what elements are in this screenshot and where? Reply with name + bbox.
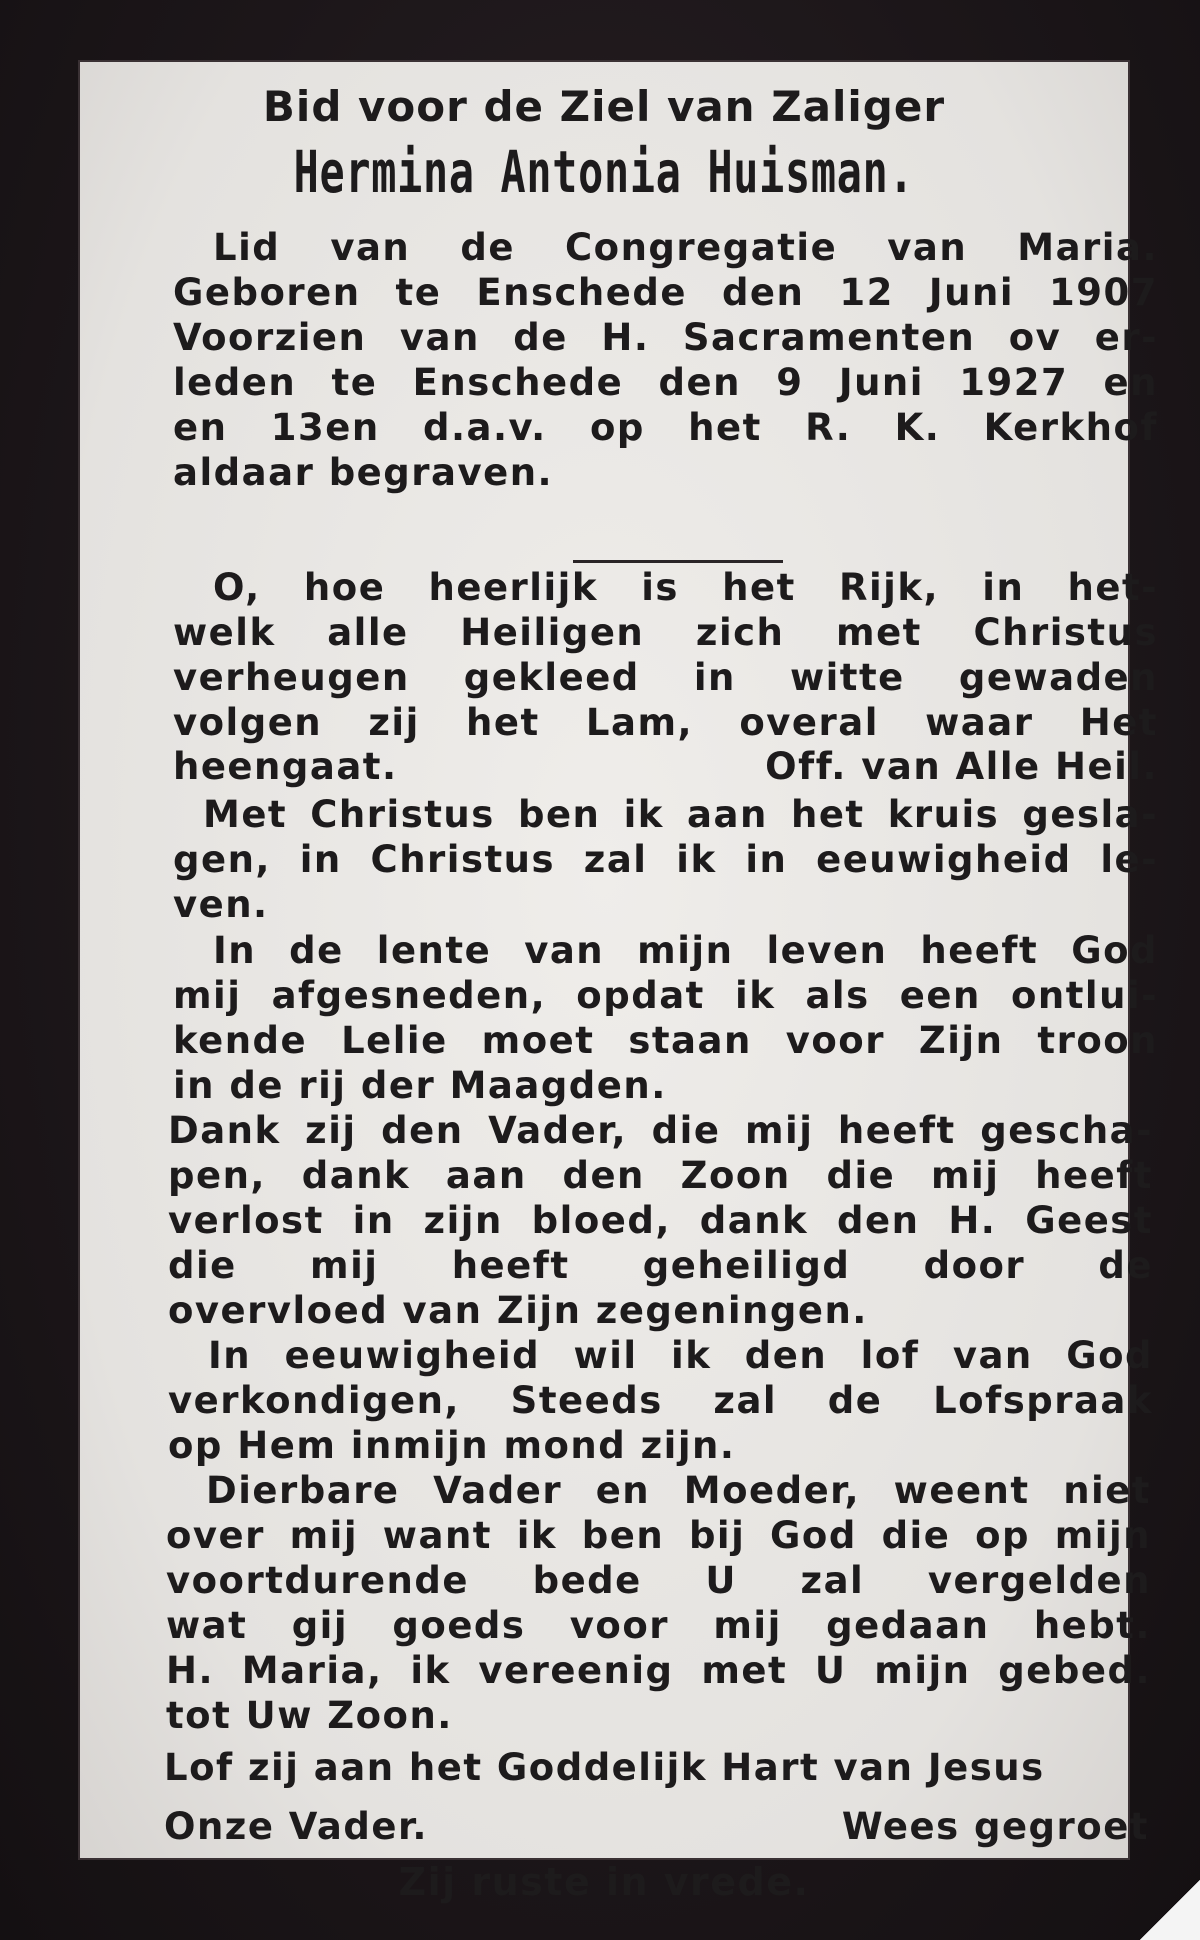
bio-line: en 13en d.a.v. op het R. K. Kerkhof [173, 406, 1158, 449]
card-intro: Bid voor de Ziel van Zaliger [262, 82, 946, 131]
prayer-line: heengaat. [173, 745, 398, 788]
prayer-line: pen, dank aan den Zoon die mij heeft [168, 1154, 1153, 1197]
bio-line: aldaar begraven. [173, 451, 554, 494]
prayer-paragraph [173, 928, 1158, 1108]
prayer-line: volgen zij het Lam, overal waar Het [173, 701, 1158, 744]
rest-in-peace: Zij ruste in vrede. [398, 1860, 810, 1904]
prayer-line: gen, in Christus zal ik in eeuwigheid le- [173, 838, 1158, 881]
prayer-line: In de lente van mijn leven heeft God [213, 929, 1158, 972]
prayer-paragraph [173, 565, 1158, 745]
prayer-line: overvloed van Zijn zegeningen. [168, 1289, 868, 1332]
prayer-line: O, hoe heerlijk is het Rijk, in het- [213, 566, 1158, 609]
bio-line: Lid van de Congregatie van Maria. [213, 226, 1158, 269]
bio-line: leden te Enschede den 9 Juni 1927 en [173, 361, 1158, 404]
prayer-line: verkondigen, Steeds zal de Lofspraak [168, 1379, 1153, 1422]
prayer-line: verheugen gekleed in witte gewaden [173, 656, 1158, 699]
prayer-line: voortdurende bede U zal vergelden [166, 1559, 1151, 1602]
prayer-line: wat gij goeds voor mij gedaan hebt. [166, 1604, 1151, 1647]
prayer-line: in de rij der Maagden. [173, 1064, 667, 1107]
prayer-line: welk alle Heiligen zich met Christus [173, 611, 1158, 654]
prayer-line: H. Maria, ik vereenig met U mijn gebed. [166, 1649, 1151, 1692]
prayer-source: Off. van Alle Heil. [765, 745, 1158, 788]
prayer-line: Dank zij den Vader, die mij heeft gescha- [168, 1109, 1153, 1152]
prayer-line: Met Christus ben ik aan het kruis gesla- [203, 793, 1158, 836]
prayer-line: kende Lelie moet staan voor Zijn troon [173, 1019, 1158, 1062]
prayer-line: ven. [173, 883, 269, 926]
torn-corner [1140, 1880, 1200, 1940]
prayer-card [78, 60, 1158, 1904]
prayer-line: tot Uw Zoon. [166, 1694, 453, 1737]
prayer-line: mij afgesneden, opdat ik als een ontlui- [173, 974, 1158, 1017]
our-father-label: Onze Vader. [164, 1805, 428, 1848]
divider [573, 560, 783, 563]
bio-line: Voorzien van de H. Sacramenten ov er- [173, 316, 1158, 359]
prayer-line: die mij heeft geheiligd door de [168, 1244, 1153, 1287]
praise-text: Lof zij aan het Goddelijk Hart van Jesus [164, 1746, 1045, 1789]
prayer-line: In eeuwigheid wil ik den lof van God [208, 1334, 1153, 1377]
prayer-line: over mij want ik ben bij God die op mijn [166, 1514, 1151, 1557]
prayer-line: op Hem inmijn mond zijn. [168, 1424, 736, 1467]
bio-paragraph [173, 225, 1158, 495]
deceased-name: Hermina Antonia Huisman. [293, 138, 915, 206]
prayer-line: Dierbare Vader en Moeder, weent niet [206, 1469, 1151, 1512]
prayer-paragraph [166, 1468, 1151, 1738]
prayer-paragraph [168, 1108, 1153, 1333]
prayer-paragraph [168, 1333, 1153, 1468]
hail-mary-label: Wees gegroet [841, 1805, 1149, 1848]
bio-line: Geboren te Enschede den 12 Juni 1907 [173, 271, 1158, 314]
prayer-paragraph [173, 792, 1158, 927]
prayer-line: verlost in zijn bloed, dank den H. Geest [168, 1199, 1153, 1242]
